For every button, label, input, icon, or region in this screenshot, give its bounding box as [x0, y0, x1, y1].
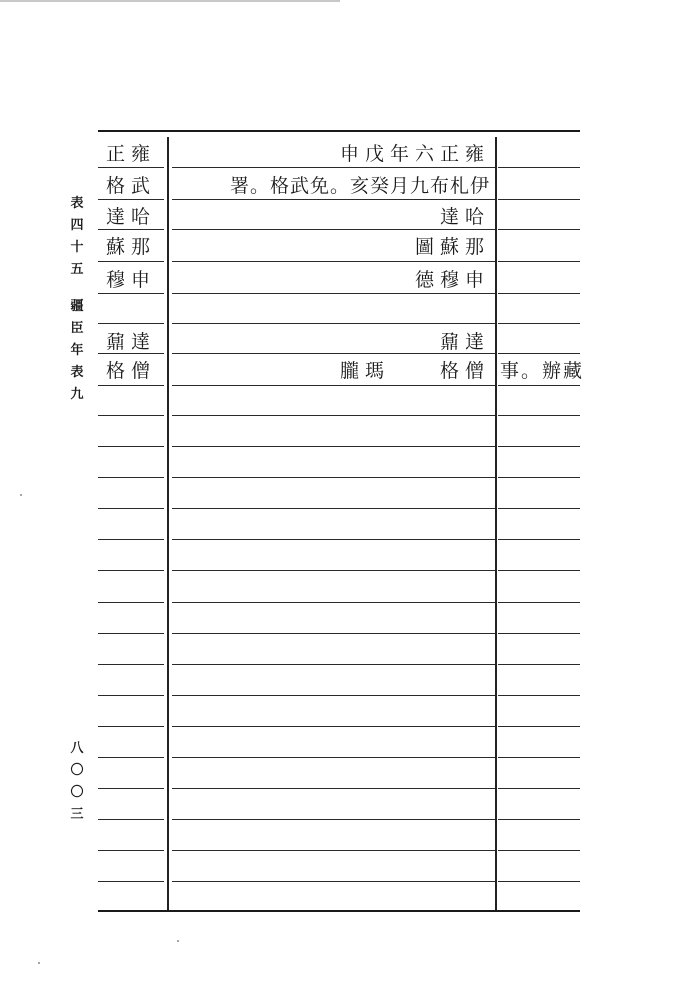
margin-char: 表	[70, 365, 84, 380]
row-rule	[498, 570, 580, 571]
row-rule	[172, 570, 495, 571]
row-rule	[98, 726, 164, 727]
speck	[177, 940, 179, 942]
row-rule	[498, 726, 580, 727]
row-rule	[498, 293, 580, 294]
row-rule	[98, 415, 164, 416]
row-rule	[172, 477, 495, 478]
row-rule	[172, 850, 495, 851]
column-divider-left	[167, 137, 169, 912]
row-rule	[498, 539, 580, 540]
row-rule	[498, 446, 580, 447]
row-rule	[498, 881, 580, 882]
page-number-char: 八	[70, 741, 84, 756]
row-6-middle	[175, 294, 490, 324]
row-rule	[172, 415, 495, 416]
row-rule	[498, 850, 580, 851]
margin-char: 臣	[70, 321, 84, 336]
table-top-rule	[98, 130, 580, 132]
speck	[20, 494, 22, 496]
margin-char: 九	[70, 387, 84, 402]
row-rule	[172, 508, 495, 509]
row-4-middle: 圖蘇那	[414, 235, 490, 258]
speck	[38, 962, 40, 964]
page-number-char: 〇	[70, 763, 84, 778]
row-6-left	[106, 294, 166, 324]
row-5-middle: 德穆申	[414, 268, 490, 291]
row-rule	[172, 695, 495, 696]
row-2-middle: 署。格武免。亥癸月九布札伊	[229, 174, 490, 197]
row-rule	[98, 477, 164, 478]
row-rule	[498, 819, 580, 820]
row-rule	[98, 788, 164, 789]
row-4-left: 蘇那	[106, 235, 157, 258]
top-rule	[0, 0, 340, 2]
row-rule	[498, 415, 580, 416]
row-rule	[172, 788, 495, 789]
row-rule	[98, 261, 164, 262]
row-1-middle: 申戊年六正雍	[339, 142, 490, 165]
row-rule	[98, 881, 164, 882]
row-8-right: 事。辦藏	[500, 359, 585, 382]
row-rule	[172, 602, 495, 603]
row-rule	[98, 446, 164, 447]
row-rule	[498, 229, 580, 230]
row-rule	[172, 819, 495, 820]
table-bottom-rule	[98, 910, 580, 912]
row-rule	[172, 261, 495, 262]
page-number-char: 〇	[70, 785, 84, 800]
row-rule	[98, 757, 164, 758]
row-rule	[98, 539, 164, 540]
margin-title-bottom	[66, 296, 88, 406]
margin-char: 十	[70, 240, 84, 255]
row-3-middle: 達哈	[439, 205, 490, 228]
row-rule	[98, 633, 164, 634]
row-rule	[498, 199, 580, 200]
row-rule	[498, 323, 580, 324]
row-rule	[98, 570, 164, 571]
row-rule	[98, 167, 164, 168]
row-rule	[98, 508, 164, 509]
row-2-left: 格武	[106, 174, 157, 197]
row-rule	[98, 385, 164, 386]
row-rule	[498, 664, 580, 665]
row-8-middle: 朧瑪 格僧	[339, 359, 490, 382]
row-rule	[172, 446, 495, 447]
row-rule	[498, 602, 580, 603]
row-rule	[172, 664, 495, 665]
margin-title-top	[66, 193, 88, 281]
row-rule	[172, 881, 495, 882]
row-rule	[98, 695, 164, 696]
row-rule	[498, 385, 580, 386]
row-rule	[172, 385, 495, 386]
row-rule	[498, 633, 580, 634]
row-rule	[498, 477, 580, 478]
row-rule	[498, 508, 580, 509]
margin-char: 四	[70, 218, 84, 233]
row-rule	[172, 757, 495, 758]
row-rule	[172, 167, 495, 168]
page-number	[66, 738, 88, 826]
row-rule	[172, 726, 495, 727]
column-divider-right	[495, 137, 497, 912]
row-3-left: 達哈	[106, 205, 157, 228]
row-rule	[98, 850, 164, 851]
row-1-left: 正雍	[106, 142, 157, 165]
margin-char: 表	[70, 196, 84, 211]
margin-char: 五	[70, 262, 84, 277]
row-rule	[498, 261, 580, 262]
row-rule	[98, 819, 164, 820]
row-rule	[498, 695, 580, 696]
row-rule	[172, 633, 495, 634]
row-8-left: 格僧	[106, 359, 157, 382]
row-rule	[98, 602, 164, 603]
row-rule	[498, 788, 580, 789]
row-rule	[498, 757, 580, 758]
row-7-left: 鼐達	[106, 330, 157, 353]
margin-char: 疆	[70, 299, 84, 314]
row-rule	[172, 539, 495, 540]
row-rule	[98, 664, 164, 665]
row-5-left: 穆申	[106, 268, 157, 291]
page-number-char: 三	[70, 807, 84, 822]
row-rule	[498, 167, 580, 168]
margin-char: 年	[70, 343, 84, 358]
row-7-middle: 鼐達	[439, 330, 490, 353]
